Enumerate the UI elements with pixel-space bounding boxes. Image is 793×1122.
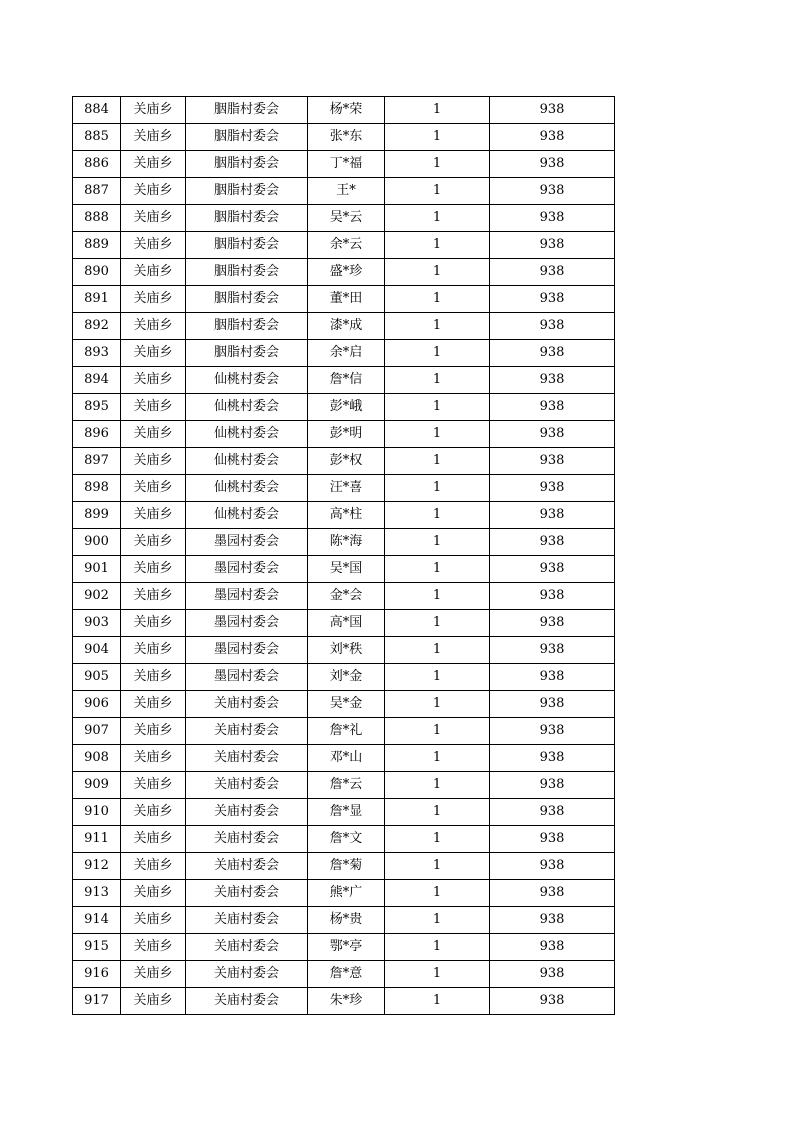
amount-cell: 938 bbox=[490, 826, 615, 853]
serial-number-cell: 898 bbox=[73, 475, 121, 502]
village-committee-cell: 胭脂村委会 bbox=[186, 232, 308, 259]
table-row bbox=[73, 853, 615, 880]
township-cell: 关庙乡 bbox=[121, 880, 186, 907]
township-cell: 关庙乡 bbox=[121, 961, 186, 988]
person-name-cell: 鄂*亭 bbox=[308, 934, 385, 961]
township-cell: 关庙乡 bbox=[121, 988, 186, 1015]
amount-cell: 938 bbox=[490, 475, 615, 502]
person-name-cell: 董*田 bbox=[308, 286, 385, 313]
amount-cell: 938 bbox=[490, 286, 615, 313]
township-cell: 关庙乡 bbox=[121, 583, 186, 610]
village-committee-cell: 墨园村委会 bbox=[186, 637, 308, 664]
table-row bbox=[73, 880, 615, 907]
village-committee-cell: 关庙村委会 bbox=[186, 718, 308, 745]
person-name-cell: 王* bbox=[308, 178, 385, 205]
village-committee-cell: 胭脂村委会 bbox=[186, 259, 308, 286]
village-committee-cell: 仙桃村委会 bbox=[186, 448, 308, 475]
table-row bbox=[73, 421, 615, 448]
person-name-cell: 朱*珍 bbox=[308, 988, 385, 1015]
table-row bbox=[73, 961, 615, 988]
person-name-cell: 彭*峨 bbox=[308, 394, 385, 421]
amount-cell: 938 bbox=[490, 421, 615, 448]
amount-cell: 938 bbox=[490, 934, 615, 961]
table-row bbox=[73, 988, 615, 1015]
village-committee-cell: 关庙村委会 bbox=[186, 961, 308, 988]
amount-cell: 938 bbox=[490, 205, 615, 232]
township-cell: 关庙乡 bbox=[121, 718, 186, 745]
village-committee-cell: 胭脂村委会 bbox=[186, 313, 308, 340]
amount-cell: 938 bbox=[490, 691, 615, 718]
serial-number-cell: 893 bbox=[73, 340, 121, 367]
count-cell: 1 bbox=[385, 232, 490, 259]
township-cell: 关庙乡 bbox=[121, 610, 186, 637]
township-cell: 关庙乡 bbox=[121, 313, 186, 340]
village-committee-cell: 关庙村委会 bbox=[186, 907, 308, 934]
table-row bbox=[73, 745, 615, 772]
table-row bbox=[73, 772, 615, 799]
village-committee-cell: 胭脂村委会 bbox=[186, 205, 308, 232]
count-cell: 1 bbox=[385, 637, 490, 664]
village-committee-cell: 关庙村委会 bbox=[186, 799, 308, 826]
township-cell: 关庙乡 bbox=[121, 799, 186, 826]
serial-number-cell: 903 bbox=[73, 610, 121, 637]
table-row bbox=[73, 205, 615, 232]
count-cell: 1 bbox=[385, 421, 490, 448]
count-cell: 1 bbox=[385, 934, 490, 961]
count-cell: 1 bbox=[385, 97, 490, 124]
amount-cell: 938 bbox=[490, 718, 615, 745]
serial-number-cell: 910 bbox=[73, 799, 121, 826]
table-row bbox=[73, 529, 615, 556]
amount-cell: 938 bbox=[490, 583, 615, 610]
amount-cell: 938 bbox=[490, 556, 615, 583]
person-name-cell: 刘*秩 bbox=[308, 637, 385, 664]
serial-number-cell: 905 bbox=[73, 664, 121, 691]
serial-number-cell: 891 bbox=[73, 286, 121, 313]
table-row bbox=[73, 556, 615, 583]
person-name-cell: 邓*山 bbox=[308, 745, 385, 772]
village-committee-cell: 胭脂村委会 bbox=[186, 340, 308, 367]
table-row bbox=[73, 583, 615, 610]
person-name-cell: 詹*意 bbox=[308, 961, 385, 988]
amount-cell: 938 bbox=[490, 907, 615, 934]
village-committee-cell: 仙桃村委会 bbox=[186, 421, 308, 448]
amount-cell: 938 bbox=[490, 340, 615, 367]
serial-number-cell: 909 bbox=[73, 772, 121, 799]
person-name-cell: 彭*明 bbox=[308, 421, 385, 448]
serial-number-cell: 900 bbox=[73, 529, 121, 556]
count-cell: 1 bbox=[385, 718, 490, 745]
table-row bbox=[73, 448, 615, 475]
table-row bbox=[73, 799, 615, 826]
serial-number-cell: 916 bbox=[73, 961, 121, 988]
person-name-cell: 吴*国 bbox=[308, 556, 385, 583]
person-name-cell: 詹*云 bbox=[308, 772, 385, 799]
table-row bbox=[73, 313, 615, 340]
count-cell: 1 bbox=[385, 340, 490, 367]
table-row bbox=[73, 367, 615, 394]
serial-number-cell: 913 bbox=[73, 880, 121, 907]
serial-number-cell: 884 bbox=[73, 97, 121, 124]
table-row bbox=[73, 637, 615, 664]
village-committee-cell: 仙桃村委会 bbox=[186, 367, 308, 394]
township-cell: 关庙乡 bbox=[121, 340, 186, 367]
amount-cell: 938 bbox=[490, 313, 615, 340]
count-cell: 1 bbox=[385, 907, 490, 934]
count-cell: 1 bbox=[385, 394, 490, 421]
amount-cell: 938 bbox=[490, 988, 615, 1015]
village-committee-cell: 关庙村委会 bbox=[186, 691, 308, 718]
township-cell: 关庙乡 bbox=[121, 853, 186, 880]
person-name-cell: 熊*广 bbox=[308, 880, 385, 907]
township-cell: 关庙乡 bbox=[121, 124, 186, 151]
township-cell: 关庙乡 bbox=[121, 394, 186, 421]
township-cell: 关庙乡 bbox=[121, 637, 186, 664]
person-name-cell: 詹*信 bbox=[308, 367, 385, 394]
person-name-cell: 金*会 bbox=[308, 583, 385, 610]
amount-cell: 938 bbox=[490, 853, 615, 880]
count-cell: 1 bbox=[385, 772, 490, 799]
serial-number-cell: 896 bbox=[73, 421, 121, 448]
count-cell: 1 bbox=[385, 745, 490, 772]
person-name-cell: 余*启 bbox=[308, 340, 385, 367]
village-committee-cell: 墨园村委会 bbox=[186, 583, 308, 610]
count-cell: 1 bbox=[385, 502, 490, 529]
count-cell: 1 bbox=[385, 556, 490, 583]
amount-cell: 938 bbox=[490, 259, 615, 286]
village-committee-cell: 墨园村委会 bbox=[186, 556, 308, 583]
table-row bbox=[73, 664, 615, 691]
township-cell: 关庙乡 bbox=[121, 772, 186, 799]
village-committee-cell: 仙桃村委会 bbox=[186, 502, 308, 529]
person-name-cell: 吴*云 bbox=[308, 205, 385, 232]
village-committee-cell: 胭脂村委会 bbox=[186, 124, 308, 151]
table-row bbox=[73, 826, 615, 853]
amount-cell: 938 bbox=[490, 151, 615, 178]
village-committee-cell: 胭脂村委会 bbox=[186, 151, 308, 178]
serial-number-cell: 902 bbox=[73, 583, 121, 610]
table-row bbox=[73, 718, 615, 745]
person-name-cell: 张*东 bbox=[308, 124, 385, 151]
amount-cell: 938 bbox=[490, 772, 615, 799]
amount-cell: 938 bbox=[490, 124, 615, 151]
table-row bbox=[73, 934, 615, 961]
amount-cell: 938 bbox=[490, 961, 615, 988]
amount-cell: 938 bbox=[490, 502, 615, 529]
person-name-cell: 詹*文 bbox=[308, 826, 385, 853]
village-committee-cell: 胭脂村委会 bbox=[186, 178, 308, 205]
township-cell: 关庙乡 bbox=[121, 97, 186, 124]
township-cell: 关庙乡 bbox=[121, 934, 186, 961]
township-cell: 关庙乡 bbox=[121, 286, 186, 313]
count-cell: 1 bbox=[385, 583, 490, 610]
person-name-cell: 詹*菊 bbox=[308, 853, 385, 880]
count-cell: 1 bbox=[385, 799, 490, 826]
person-name-cell: 高*柱 bbox=[308, 502, 385, 529]
person-name-cell: 汪*喜 bbox=[308, 475, 385, 502]
amount-cell: 938 bbox=[490, 799, 615, 826]
township-cell: 关庙乡 bbox=[121, 205, 186, 232]
count-cell: 1 bbox=[385, 880, 490, 907]
village-committee-cell: 关庙村委会 bbox=[186, 853, 308, 880]
serial-number-cell: 897 bbox=[73, 448, 121, 475]
amount-cell: 938 bbox=[490, 664, 615, 691]
township-cell: 关庙乡 bbox=[121, 232, 186, 259]
count-cell: 1 bbox=[385, 988, 490, 1015]
serial-number-cell: 911 bbox=[73, 826, 121, 853]
township-cell: 关庙乡 bbox=[121, 907, 186, 934]
table-row bbox=[73, 286, 615, 313]
count-cell: 1 bbox=[385, 610, 490, 637]
amount-cell: 938 bbox=[490, 178, 615, 205]
township-cell: 关庙乡 bbox=[121, 448, 186, 475]
amount-cell: 938 bbox=[490, 880, 615, 907]
village-committee-cell: 墨园村委会 bbox=[186, 529, 308, 556]
village-committee-cell: 关庙村委会 bbox=[186, 772, 308, 799]
village-committee-cell: 关庙村委会 bbox=[186, 826, 308, 853]
amount-cell: 938 bbox=[490, 232, 615, 259]
roster-table-body bbox=[73, 97, 615, 1015]
roster-table bbox=[72, 96, 615, 1015]
serial-number-cell: 885 bbox=[73, 124, 121, 151]
table-row bbox=[73, 232, 615, 259]
serial-number-cell: 888 bbox=[73, 205, 121, 232]
table-row bbox=[73, 394, 615, 421]
township-cell: 关庙乡 bbox=[121, 529, 186, 556]
amount-cell: 938 bbox=[490, 367, 615, 394]
amount-cell: 938 bbox=[490, 745, 615, 772]
count-cell: 1 bbox=[385, 664, 490, 691]
serial-number-cell: 906 bbox=[73, 691, 121, 718]
person-name-cell: 盛*珍 bbox=[308, 259, 385, 286]
person-name-cell: 吴*金 bbox=[308, 691, 385, 718]
count-cell: 1 bbox=[385, 178, 490, 205]
person-name-cell: 彭*权 bbox=[308, 448, 385, 475]
table-row bbox=[73, 259, 615, 286]
table-row bbox=[73, 340, 615, 367]
person-name-cell: 杨*贵 bbox=[308, 907, 385, 934]
township-cell: 关庙乡 bbox=[121, 826, 186, 853]
serial-number-cell: 892 bbox=[73, 313, 121, 340]
count-cell: 1 bbox=[385, 691, 490, 718]
village-committee-cell: 关庙村委会 bbox=[186, 880, 308, 907]
count-cell: 1 bbox=[385, 151, 490, 178]
amount-cell: 938 bbox=[490, 394, 615, 421]
count-cell: 1 bbox=[385, 961, 490, 988]
count-cell: 1 bbox=[385, 286, 490, 313]
village-committee-cell: 胭脂村委会 bbox=[186, 97, 308, 124]
person-name-cell: 陈*海 bbox=[308, 529, 385, 556]
village-committee-cell: 关庙村委会 bbox=[186, 988, 308, 1015]
table-row bbox=[73, 97, 615, 124]
count-cell: 1 bbox=[385, 475, 490, 502]
serial-number-cell: 915 bbox=[73, 934, 121, 961]
table-row bbox=[73, 907, 615, 934]
person-name-cell: 漆*成 bbox=[308, 313, 385, 340]
count-cell: 1 bbox=[385, 448, 490, 475]
table-row bbox=[73, 475, 615, 502]
table-row bbox=[73, 178, 615, 205]
person-name-cell: 丁*福 bbox=[308, 151, 385, 178]
village-committee-cell: 胭脂村委会 bbox=[186, 286, 308, 313]
person-name-cell: 詹*礼 bbox=[308, 718, 385, 745]
count-cell: 1 bbox=[385, 313, 490, 340]
count-cell: 1 bbox=[385, 367, 490, 394]
person-name-cell: 刘*金 bbox=[308, 664, 385, 691]
township-cell: 关庙乡 bbox=[121, 475, 186, 502]
serial-number-cell: 886 bbox=[73, 151, 121, 178]
serial-number-cell: 907 bbox=[73, 718, 121, 745]
table-row bbox=[73, 124, 615, 151]
township-cell: 关庙乡 bbox=[121, 367, 186, 394]
table-row bbox=[73, 691, 615, 718]
count-cell: 1 bbox=[385, 529, 490, 556]
count-cell: 1 bbox=[385, 853, 490, 880]
serial-number-cell: 894 bbox=[73, 367, 121, 394]
village-committee-cell: 关庙村委会 bbox=[186, 934, 308, 961]
person-name-cell: 杨*荣 bbox=[308, 97, 385, 124]
amount-cell: 938 bbox=[490, 637, 615, 664]
person-name-cell: 高*国 bbox=[308, 610, 385, 637]
serial-number-cell: 895 bbox=[73, 394, 121, 421]
serial-number-cell: 912 bbox=[73, 853, 121, 880]
village-committee-cell: 仙桃村委会 bbox=[186, 475, 308, 502]
amount-cell: 938 bbox=[490, 529, 615, 556]
serial-number-cell: 887 bbox=[73, 178, 121, 205]
township-cell: 关庙乡 bbox=[121, 664, 186, 691]
serial-number-cell: 890 bbox=[73, 259, 121, 286]
township-cell: 关庙乡 bbox=[121, 421, 186, 448]
township-cell: 关庙乡 bbox=[121, 151, 186, 178]
person-name-cell: 余*云 bbox=[308, 232, 385, 259]
village-committee-cell: 仙桃村委会 bbox=[186, 394, 308, 421]
amount-cell: 938 bbox=[490, 610, 615, 637]
township-cell: 关庙乡 bbox=[121, 745, 186, 772]
township-cell: 关庙乡 bbox=[121, 502, 186, 529]
village-committee-cell: 墨园村委会 bbox=[186, 664, 308, 691]
township-cell: 关庙乡 bbox=[121, 178, 186, 205]
amount-cell: 938 bbox=[490, 448, 615, 475]
township-cell: 关庙乡 bbox=[121, 259, 186, 286]
count-cell: 1 bbox=[385, 205, 490, 232]
table-row bbox=[73, 610, 615, 637]
amount-cell: 938 bbox=[490, 97, 615, 124]
count-cell: 1 bbox=[385, 826, 490, 853]
serial-number-cell: 908 bbox=[73, 745, 121, 772]
table-row bbox=[73, 151, 615, 178]
village-committee-cell: 墨园村委会 bbox=[186, 610, 308, 637]
township-cell: 关庙乡 bbox=[121, 556, 186, 583]
serial-number-cell: 901 bbox=[73, 556, 121, 583]
serial-number-cell: 904 bbox=[73, 637, 121, 664]
table-row bbox=[73, 502, 615, 529]
count-cell: 1 bbox=[385, 124, 490, 151]
township-cell: 关庙乡 bbox=[121, 691, 186, 718]
village-committee-cell: 关庙村委会 bbox=[186, 745, 308, 772]
count-cell: 1 bbox=[385, 259, 490, 286]
serial-number-cell: 899 bbox=[73, 502, 121, 529]
serial-number-cell: 917 bbox=[73, 988, 121, 1015]
serial-number-cell: 889 bbox=[73, 232, 121, 259]
serial-number-cell: 914 bbox=[73, 907, 121, 934]
person-name-cell: 詹*显 bbox=[308, 799, 385, 826]
